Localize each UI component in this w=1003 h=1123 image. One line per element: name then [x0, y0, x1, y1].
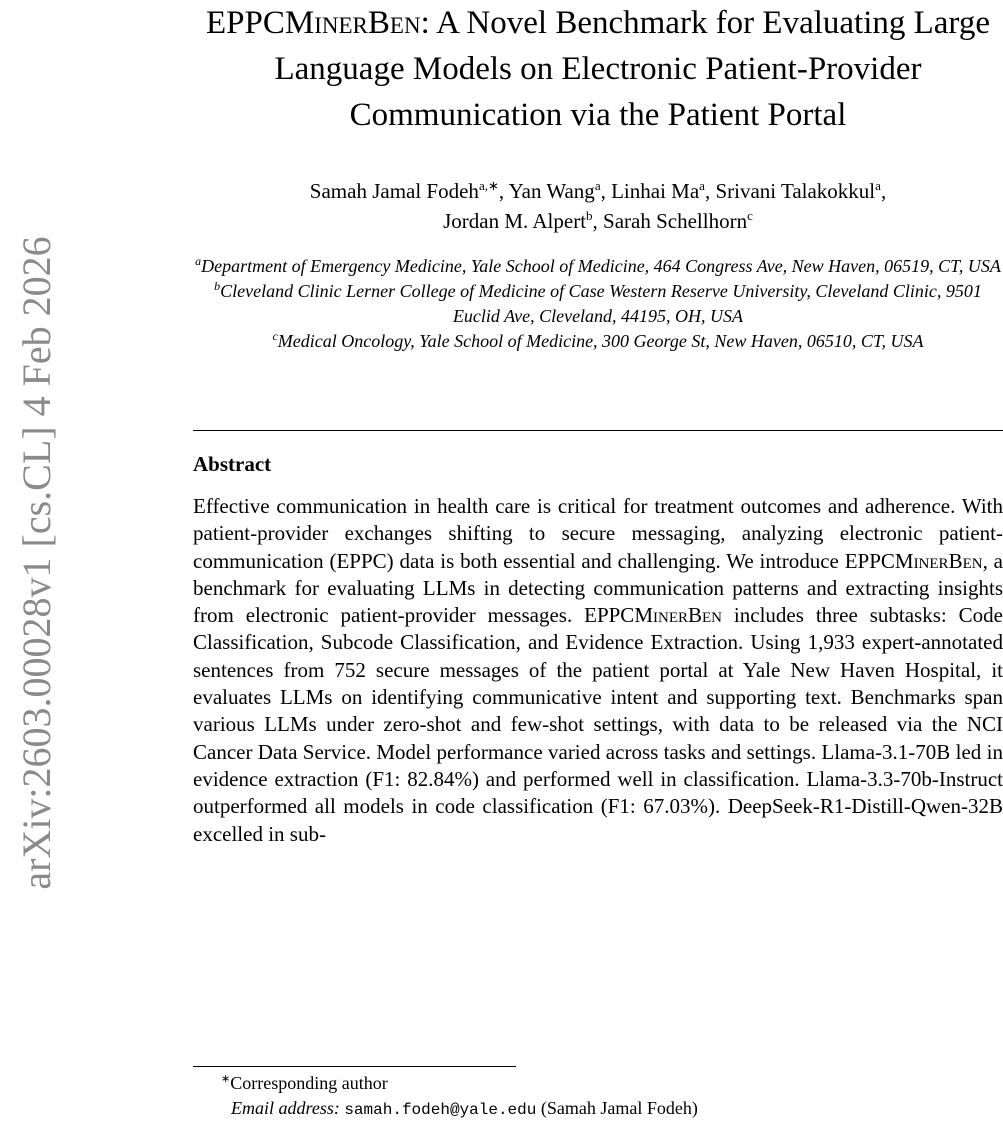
author-line-1	[193, 176, 1003, 206]
abstract-text-c: includes three subtasks: Code Classification, Subcode Classification, and Evidence Extraction. Using 1,933 expert-annotated sentences from 752 secure messages of the patient portal at Yale New Haven Hospital, it evaluates LLMs on identifying communicative intent and supporting text. Benchmarks span various LLMs under zero-shot and few-shot settings, with data to be released via the NCI Cancer Data Service. Model performance varied across tasks and settings. Llama-3.1-70B led in evidence extraction (F1: 82.84%) and performed well in classification. Llama-3.3-70b-Instruct outperformed all models in code classification (F1: 67.03%). DeepSeek-R1-Distill-Qwen-32B excelled in sub-	[193, 603, 1003, 846]
email-link[interactable]: samah.fodeh@yale.edu	[344, 1101, 537, 1119]
abstract-body	[193, 493, 1003, 848]
affiliations	[193, 254, 1003, 354]
affiliation-b: $^b$Cleveland Clinic Lerner College of Medicine of Case Western Reserve University, Cleveland Clinic, 9501 Euclid Ave, Cleveland, 44195, OH, USA	[214, 279, 982, 326]
line1-author-0: Samah Jamal Fodeh$^{a,∗}$,	[309, 178, 509, 203]
line1-author-1: Yan Wang$^a$,	[508, 178, 612, 203]
title-name-b: iner	[314, 5, 368, 41]
affiliation-c: $^c$Medical Oncology, Yale School of Medicine, 300 George St, New Haven, 06510, CT, USA	[272, 329, 924, 351]
author-list	[193, 176, 1003, 236]
title-rest: : A Novel Benchmark for Evaluating Large Language Models on Electronic Patient-Provider Communication via the Patient Portal	[274, 5, 990, 133]
footnotes	[221, 1071, 1001, 1123]
abstract-heading: Abstract	[193, 452, 272, 476]
paper-title	[193, 0, 1003, 138]
line1-author-2: Linhai Ma$^a$,	[611, 178, 716, 203]
line2-author-1: Sarah Schellhorn$^c$	[603, 208, 753, 233]
abstract-text-b: , a benchmark for evaluating LLMs in detecting communication patterns and extracting insights from electronic patient-provider messages.	[193, 548, 1003, 628]
benchmark-name-1: EPPCMinerBen	[844, 548, 983, 573]
line2-author-0: Jordan M. Alpert$^b$,	[443, 208, 604, 233]
footnote-rule	[193, 1066, 516, 1067]
abstract-text-a: Effective communication in health care is critical for treatment outcomes and adherence. With patient-provider exchanges shifting to secure messaging, analyzing electronic patient-communication (EPPC) data is both essential and challenging. We introduce	[193, 494, 1003, 573]
abstract-top-rule	[193, 430, 1003, 431]
email-label: Email address:	[231, 1098, 340, 1118]
benchmark-name-2: EPPCMinerBen	[584, 603, 723, 628]
title-name-a: EPPCM	[206, 5, 315, 41]
author-line-2	[193, 206, 1003, 236]
affiliation-a: $^a$Department of Emergency Medicine, Yale School of Medicine, 464 Congress Ave, New Haven, 06519, CT, USA	[195, 254, 1001, 276]
title-name-c: B	[367, 5, 390, 41]
email-note	[221, 1096, 1001, 1123]
paper-page	[193, 0, 1003, 1119]
line1-author-3: Srivani Talakokkul$^a$,	[715, 178, 887, 203]
corresponding-author-note: ∗Corresponding author	[221, 1073, 388, 1093]
title-name-d: en	[389, 5, 421, 41]
email-owner: (Samah Jamal Fodeh)	[540, 1098, 698, 1118]
arxiv-identifier: arXiv:2603.00028v1 [cs.CL] 4 Feb 2026	[14, 236, 59, 890]
